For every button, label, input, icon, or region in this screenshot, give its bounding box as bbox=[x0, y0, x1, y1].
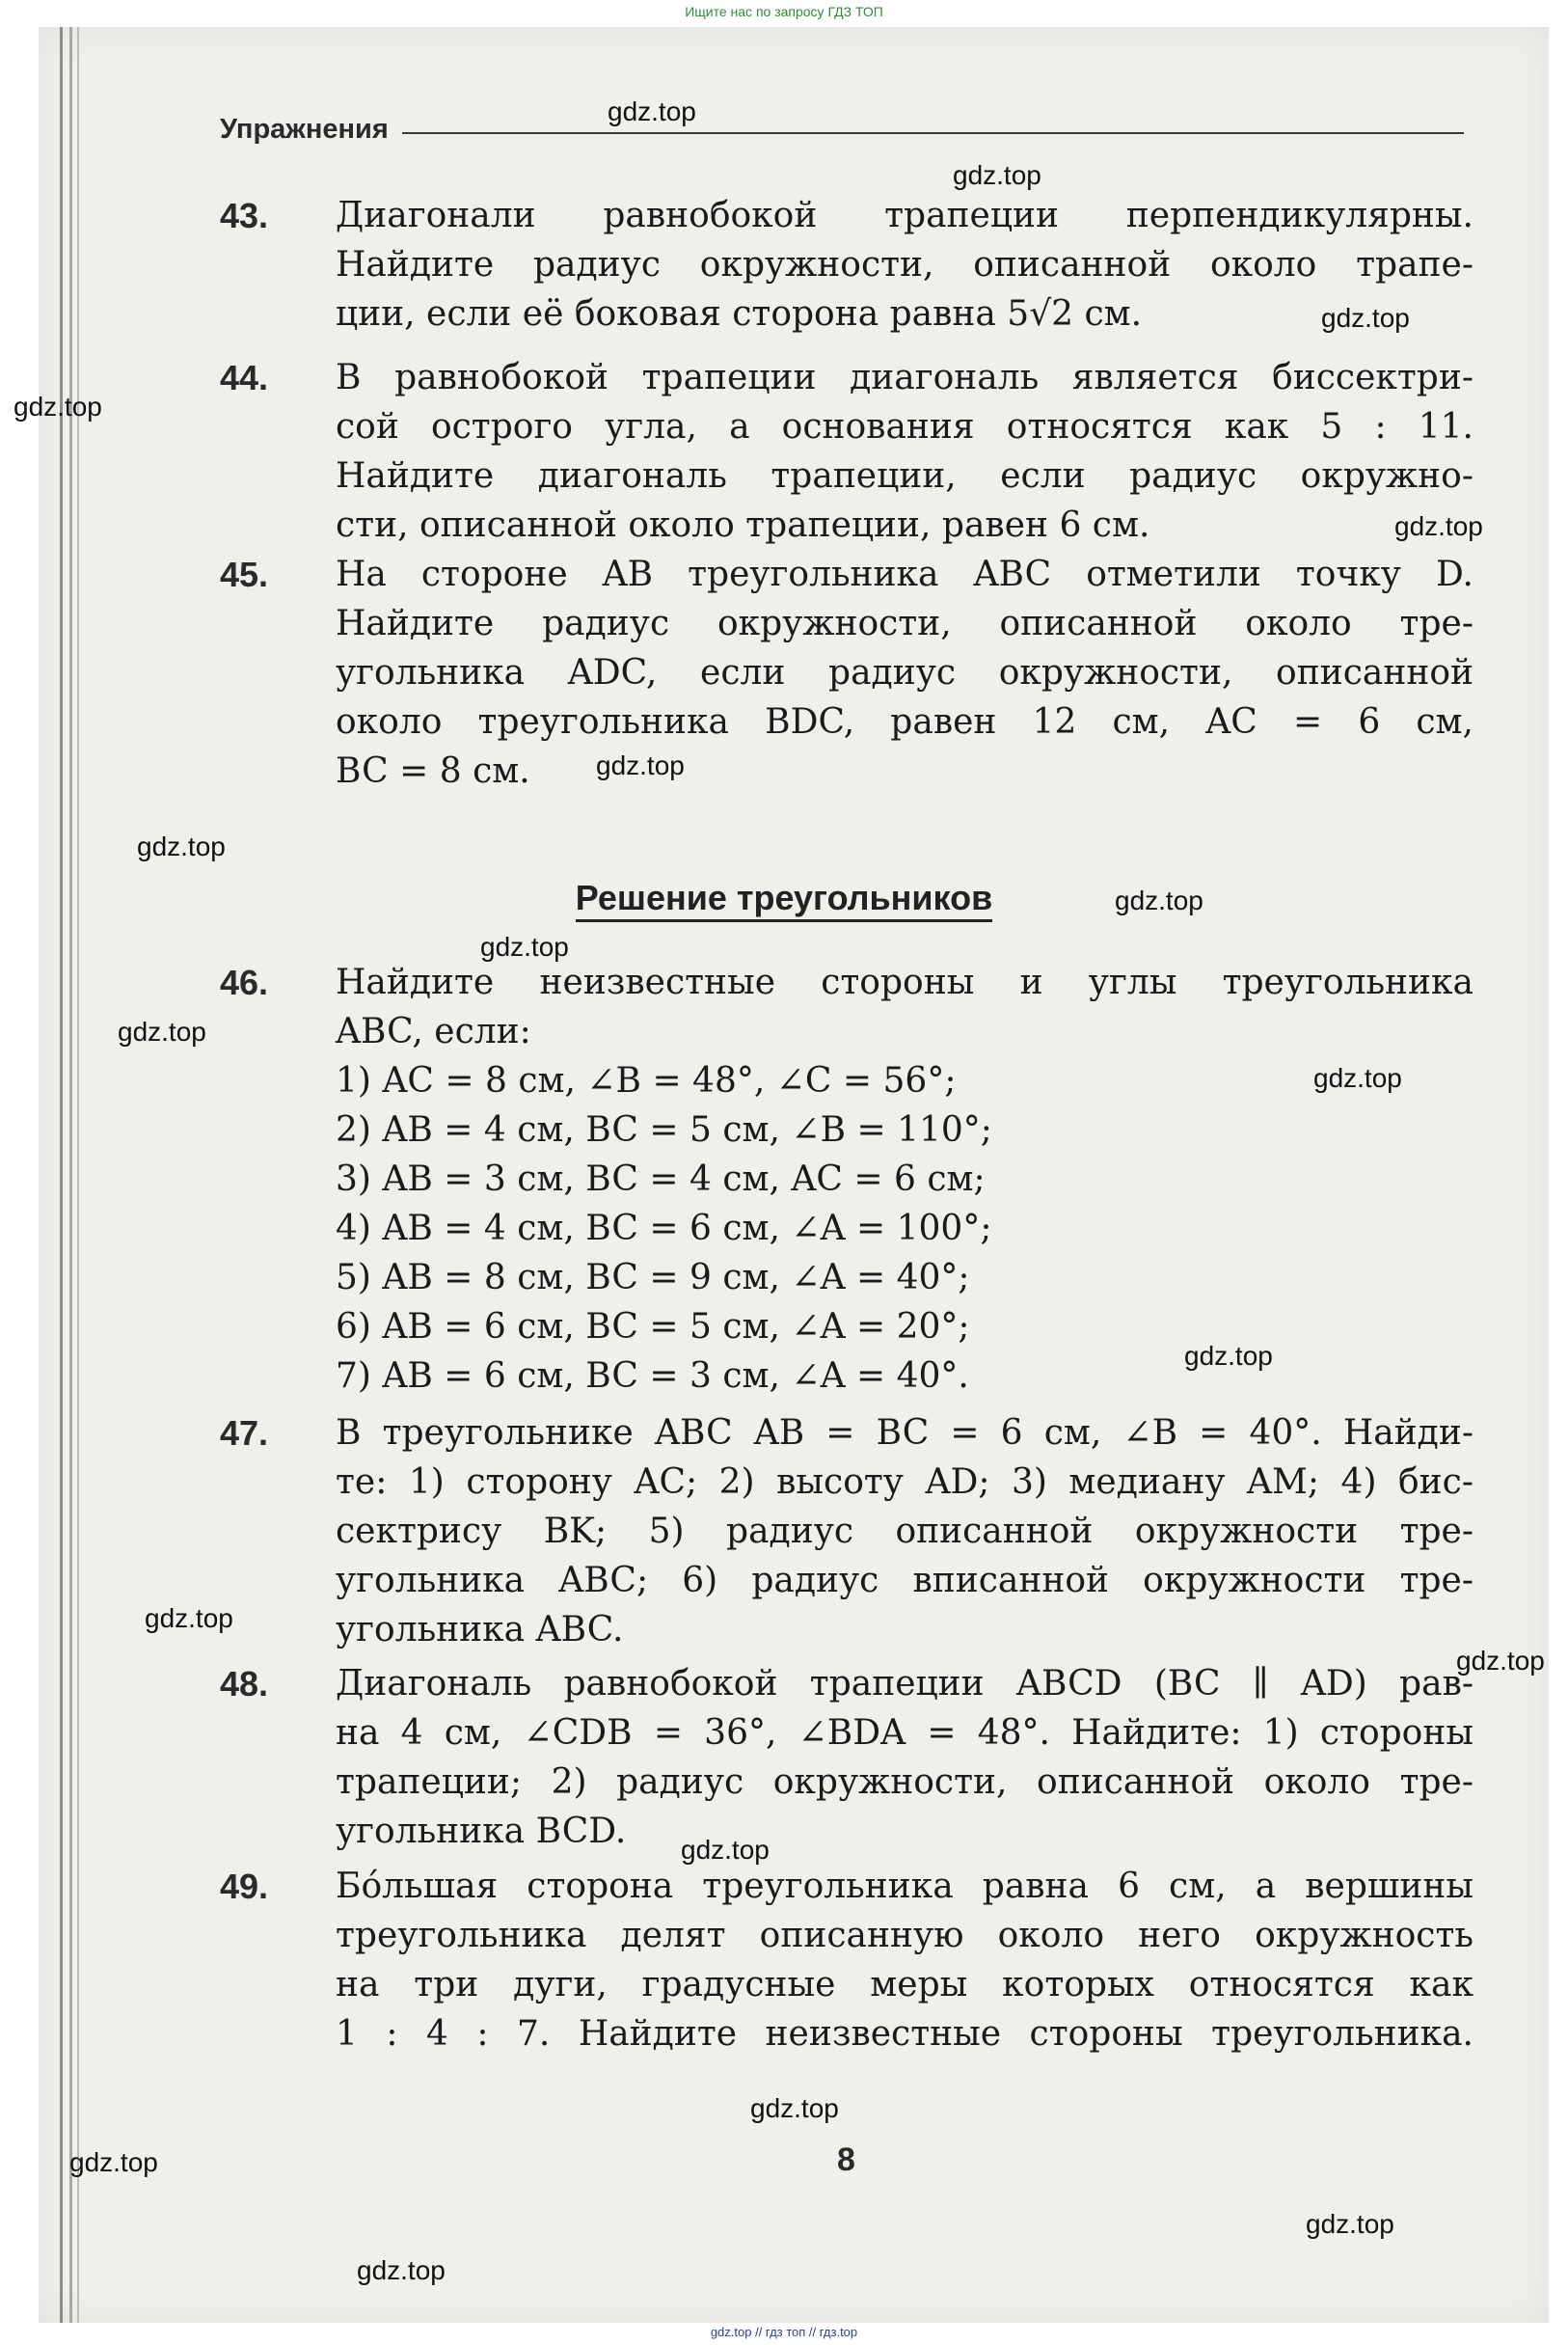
exercise-number: 45. bbox=[220, 555, 269, 594]
watermark: gdz.top bbox=[1394, 511, 1483, 541]
bottom-banner: gdz.top // гдз топ // гдз.top bbox=[710, 2325, 858, 2339]
watermark: gdz.top bbox=[14, 392, 102, 422]
exercise-45 bbox=[220, 550, 1473, 796]
exercise-line: на три дуги, градусные меры которых относятся как bbox=[336, 1965, 1473, 2004]
exercise-line: Найдите радиус окружности, описанной около тре- bbox=[336, 604, 1473, 643]
exercise-line: около треугольника BDC, равен 12 см, AC = 6 см, bbox=[336, 702, 1473, 742]
watermark: gdz.top bbox=[608, 96, 696, 126]
watermark: gdz.top bbox=[596, 750, 685, 780]
exercise-line: угольника ADC, если радиус окружности, описанной bbox=[336, 653, 1473, 693]
exercise-line: сектрису BK; 5) радиус описанной окружности тре- bbox=[336, 1512, 1473, 1551]
exercise-line: трапеции; 2) радиус окружности, описанной около тре- bbox=[336, 1762, 1473, 1802]
exercise-line: В равнобокой трапеции диагональ является биссектри- bbox=[336, 358, 1473, 397]
exercise-line: 5) AB = 8 см, BC = 9 см, ∠A = 40°; bbox=[336, 1258, 970, 1297]
exercise-line: BC = 8 см. bbox=[336, 751, 530, 791]
exercise-line: угольника BCD. bbox=[336, 1812, 627, 1851]
watermark: gdz.top bbox=[145, 1603, 233, 1633]
exercise-line: сой острого угла, а основания относятся как 5 : 11. bbox=[336, 407, 1473, 447]
exercise-line: 3) AB = 3 см, BC = 4 см, AC = 6 см; bbox=[336, 1159, 986, 1199]
exercise-line: Найдите радиус окружности, описанной около трапе- bbox=[336, 245, 1473, 285]
header-rule bbox=[402, 132, 1464, 134]
watermark: gdz.top bbox=[1321, 303, 1410, 333]
header-title: Упражнения bbox=[220, 114, 389, 145]
page-spine-edge bbox=[69, 27, 72, 2323]
exercise-number: 46. bbox=[220, 963, 269, 1002]
page-spine-edge bbox=[77, 27, 79, 2323]
exercise-line: ABC, если: bbox=[336, 1012, 531, 1051]
watermark: gdz.top bbox=[953, 160, 1041, 190]
exercise-43 bbox=[220, 191, 1473, 339]
watermark: gdz.top bbox=[750, 2093, 839, 2123]
watermark: gdz.top bbox=[1306, 2209, 1394, 2239]
watermark: gdz.top bbox=[357, 2255, 446, 2285]
exercise-line: Найдите неизвестные стороны и углы треугольника bbox=[336, 963, 1473, 1002]
exercise-line: ции, если её боковая сторона равна 5√2 см. bbox=[336, 294, 1143, 334]
exercise-46 bbox=[220, 958, 1473, 1401]
watermark: gdz.top bbox=[69, 2147, 158, 2177]
exercise-line: угольника ABC; 6) радиус вписанной окружности тре- bbox=[336, 1561, 1473, 1600]
exercise-line: на 4 см, ∠CDB = 36°, ∠BDA = 48°. Найдите: 1) стороны bbox=[336, 1713, 1473, 1753]
watermark: gdz.top bbox=[1115, 886, 1203, 915]
exercise-47 bbox=[220, 1408, 1473, 1654]
exercise-line: Найдите диагональ трапеции, если радиус окружно- bbox=[336, 456, 1473, 496]
exercise-line: В треугольнике ABC AB = BC = 6 см, ∠B = 40°. Найди- bbox=[336, 1413, 1473, 1453]
exercise-number: 48. bbox=[220, 1664, 269, 1704]
watermark: gdz.top bbox=[137, 832, 226, 861]
exercise-49 bbox=[220, 1862, 1473, 2059]
exercise-number: 47. bbox=[220, 1413, 269, 1453]
exercise-line: угольника ABC. bbox=[336, 1610, 624, 1650]
exercise-line: Бóльшая сторона треугольника равна 6 см, а вершины bbox=[336, 1867, 1473, 1906]
exercise-44 bbox=[220, 353, 1473, 550]
exercise-number: 49. bbox=[220, 1867, 269, 1906]
watermark: gdz.top bbox=[118, 1017, 206, 1047]
watermark: gdz.top bbox=[1313, 1063, 1402, 1093]
exercise-line: 4) AB = 4 см, BC = 6 см, ∠A = 100°; bbox=[336, 1209, 992, 1248]
exercise-line: треугольника делят описанную около него окружность bbox=[336, 1916, 1473, 1955]
exercise-line: 6) AB = 6 см, BC = 5 см, ∠A = 20°; bbox=[336, 1307, 970, 1347]
exercise-line: те: 1) сторону AC; 2) высоту AD; 3) медиану AM; 4) бис- bbox=[336, 1462, 1473, 1502]
watermark: gdz.top bbox=[480, 932, 569, 962]
watermark: gdz.top bbox=[1456, 1646, 1545, 1676]
exercise-line: 1 : 4 : 7. Найдите неизвестные стороны треугольника. bbox=[336, 2014, 1473, 2054]
exercise-line: 2) AB = 4 см, BC = 5 см, ∠B = 110°; bbox=[336, 1110, 992, 1150]
exercise-line: 7) AB = 6 см, BC = 3 см, ∠A = 40°. bbox=[336, 1356, 969, 1396]
top-banner: Ищите нас по запросу ГДЗ ТОП bbox=[685, 4, 883, 19]
page-number: 8 bbox=[837, 2141, 855, 2178]
page-header bbox=[220, 114, 1464, 146]
exercise-number: 44. bbox=[220, 358, 269, 397]
exercise-number: 43. bbox=[220, 196, 269, 235]
watermark: gdz.top bbox=[1184, 1341, 1273, 1371]
exercise-48 bbox=[220, 1659, 1473, 1856]
page-spine-edge bbox=[60, 27, 63, 2323]
exercise-line: Диагональ равнобокой трапеции ABCD (BC ∥ AD) рав- bbox=[336, 1664, 1473, 1704]
exercise-line: 1) AC = 8 см, ∠B = 48°, ∠C = 56°; bbox=[336, 1061, 957, 1101]
section-title: Решение треугольников bbox=[0, 878, 1568, 918]
exercise-line: Диагонали равнобокой трапеции перпендикулярны. bbox=[336, 196, 1473, 235]
watermark: gdz.top bbox=[681, 1835, 770, 1865]
exercise-line: На стороне AB треугольника ABC отметили точку D. bbox=[336, 555, 1473, 594]
exercise-line: сти, описанной около трапеции, равен 6 см. bbox=[336, 505, 1150, 545]
